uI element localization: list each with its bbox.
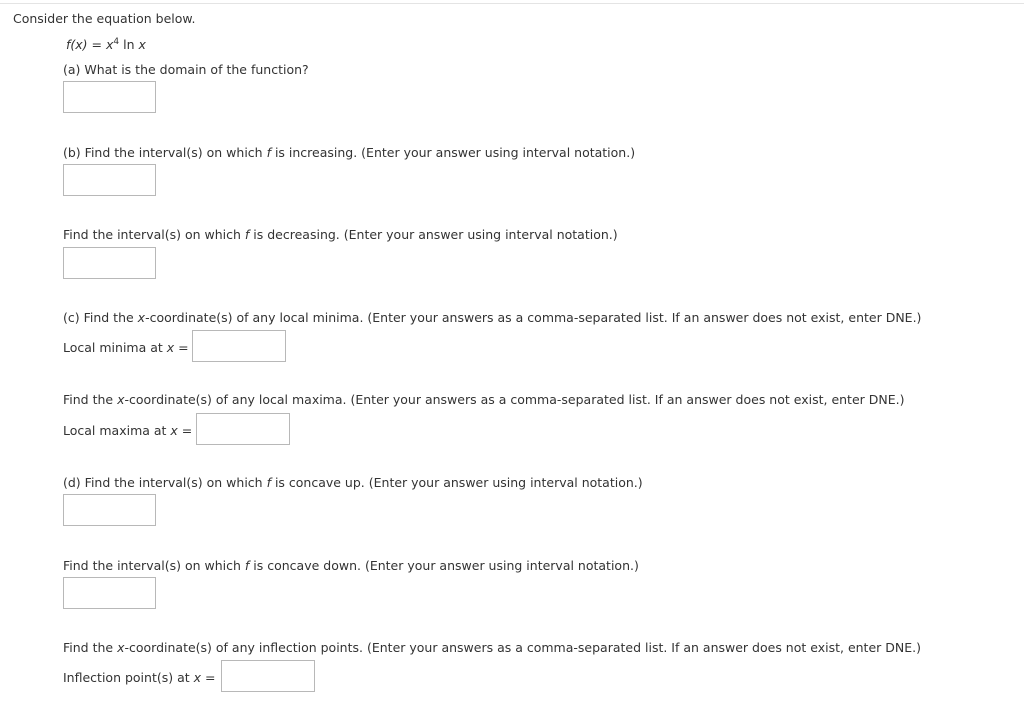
label-text: Local maxima at	[63, 423, 171, 438]
decreasing-answer-input[interactable]	[63, 247, 156, 279]
question-b-decreasing	[63, 227, 618, 242]
question-text: Find the interval(s) on which	[63, 558, 245, 573]
equation-lhs: f(x)	[66, 37, 88, 52]
question-text: Find the	[63, 640, 118, 655]
equation	[66, 37, 146, 52]
question-text: is increasing. (Enter your answer using interval notation.)	[270, 145, 636, 160]
variable-symbol: x	[137, 310, 146, 325]
question-d-concave-down	[63, 558, 639, 573]
variable-symbol: x	[193, 670, 202, 685]
equation-base: x	[105, 37, 114, 52]
question-d-concave-up	[63, 475, 643, 490]
label-equals: =	[174, 340, 189, 355]
function-symbol: f	[266, 475, 271, 490]
label-text: Local minima at	[63, 340, 167, 355]
question-text: is concave up. (Enter your answer using interval notation.)	[270, 475, 643, 490]
function-symbol: f	[244, 558, 250, 573]
question-c-local-minima	[63, 310, 921, 325]
question-text: Find the	[63, 392, 118, 407]
label-equals: =	[177, 423, 193, 438]
equation-var: x	[138, 37, 146, 52]
question-text: is concave down. (Enter your answer using interval notation.)	[249, 558, 639, 573]
function-symbol: f	[244, 227, 250, 242]
question-text: (c) Find the	[63, 310, 138, 325]
variable-symbol: x	[166, 340, 175, 355]
problem-intro: Consider the equation below.	[13, 11, 196, 26]
local-minima-answer-input[interactable]	[192, 330, 286, 362]
equation-exponent: 4	[113, 37, 120, 47]
top-divider	[0, 3, 1024, 4]
label-text: Inflection point(s) at	[63, 670, 194, 685]
question-a-domain: (a) What is the domain of the function?	[63, 62, 309, 77]
question-text: Find the interval(s) on which	[63, 227, 245, 242]
equation-equals: =	[87, 37, 106, 52]
variable-symbol: x	[117, 392, 125, 407]
inflection-points-label	[63, 670, 215, 685]
domain-answer-input[interactable]	[63, 81, 156, 113]
variable-symbol: x	[117, 640, 125, 655]
concave-up-answer-input[interactable]	[63, 494, 156, 526]
question-text: -coordinate(s) of any local maxima. (Enter your answers as a comma-separated list. If an answer does not exist, enter DNE.)	[124, 392, 905, 407]
question-text: (d) Find the interval(s) on which	[63, 475, 267, 490]
local-minima-label	[63, 340, 189, 355]
local-maxima-label	[63, 423, 192, 438]
inflection-points-answer-input[interactable]	[221, 660, 315, 692]
local-maxima-answer-input[interactable]	[196, 413, 290, 445]
question-text: -coordinate(s) of any inflection points. (Enter your answers as a comma-separated list. If an answer does not exist, enter DNE.)	[124, 640, 921, 655]
question-b-increasing	[63, 145, 635, 160]
question-c-local-maxima	[63, 392, 905, 407]
increasing-answer-input[interactable]	[63, 164, 156, 196]
question-text: is decreasing. (Enter your answer using interval notation.)	[249, 227, 618, 242]
question-d-inflection-points	[63, 640, 921, 655]
variable-symbol: x	[170, 423, 178, 438]
label-equals: =	[201, 670, 216, 685]
equation-ln: ln	[119, 37, 139, 52]
question-text: (b) Find the interval(s) on which	[63, 145, 267, 160]
function-symbol: f	[266, 145, 271, 160]
question-text: -coordinate(s) of any local minima. (Enter your answers as a comma-separated list. If an answer does not exist, enter DNE.)	[145, 310, 922, 325]
concave-down-answer-input[interactable]	[63, 577, 156, 609]
